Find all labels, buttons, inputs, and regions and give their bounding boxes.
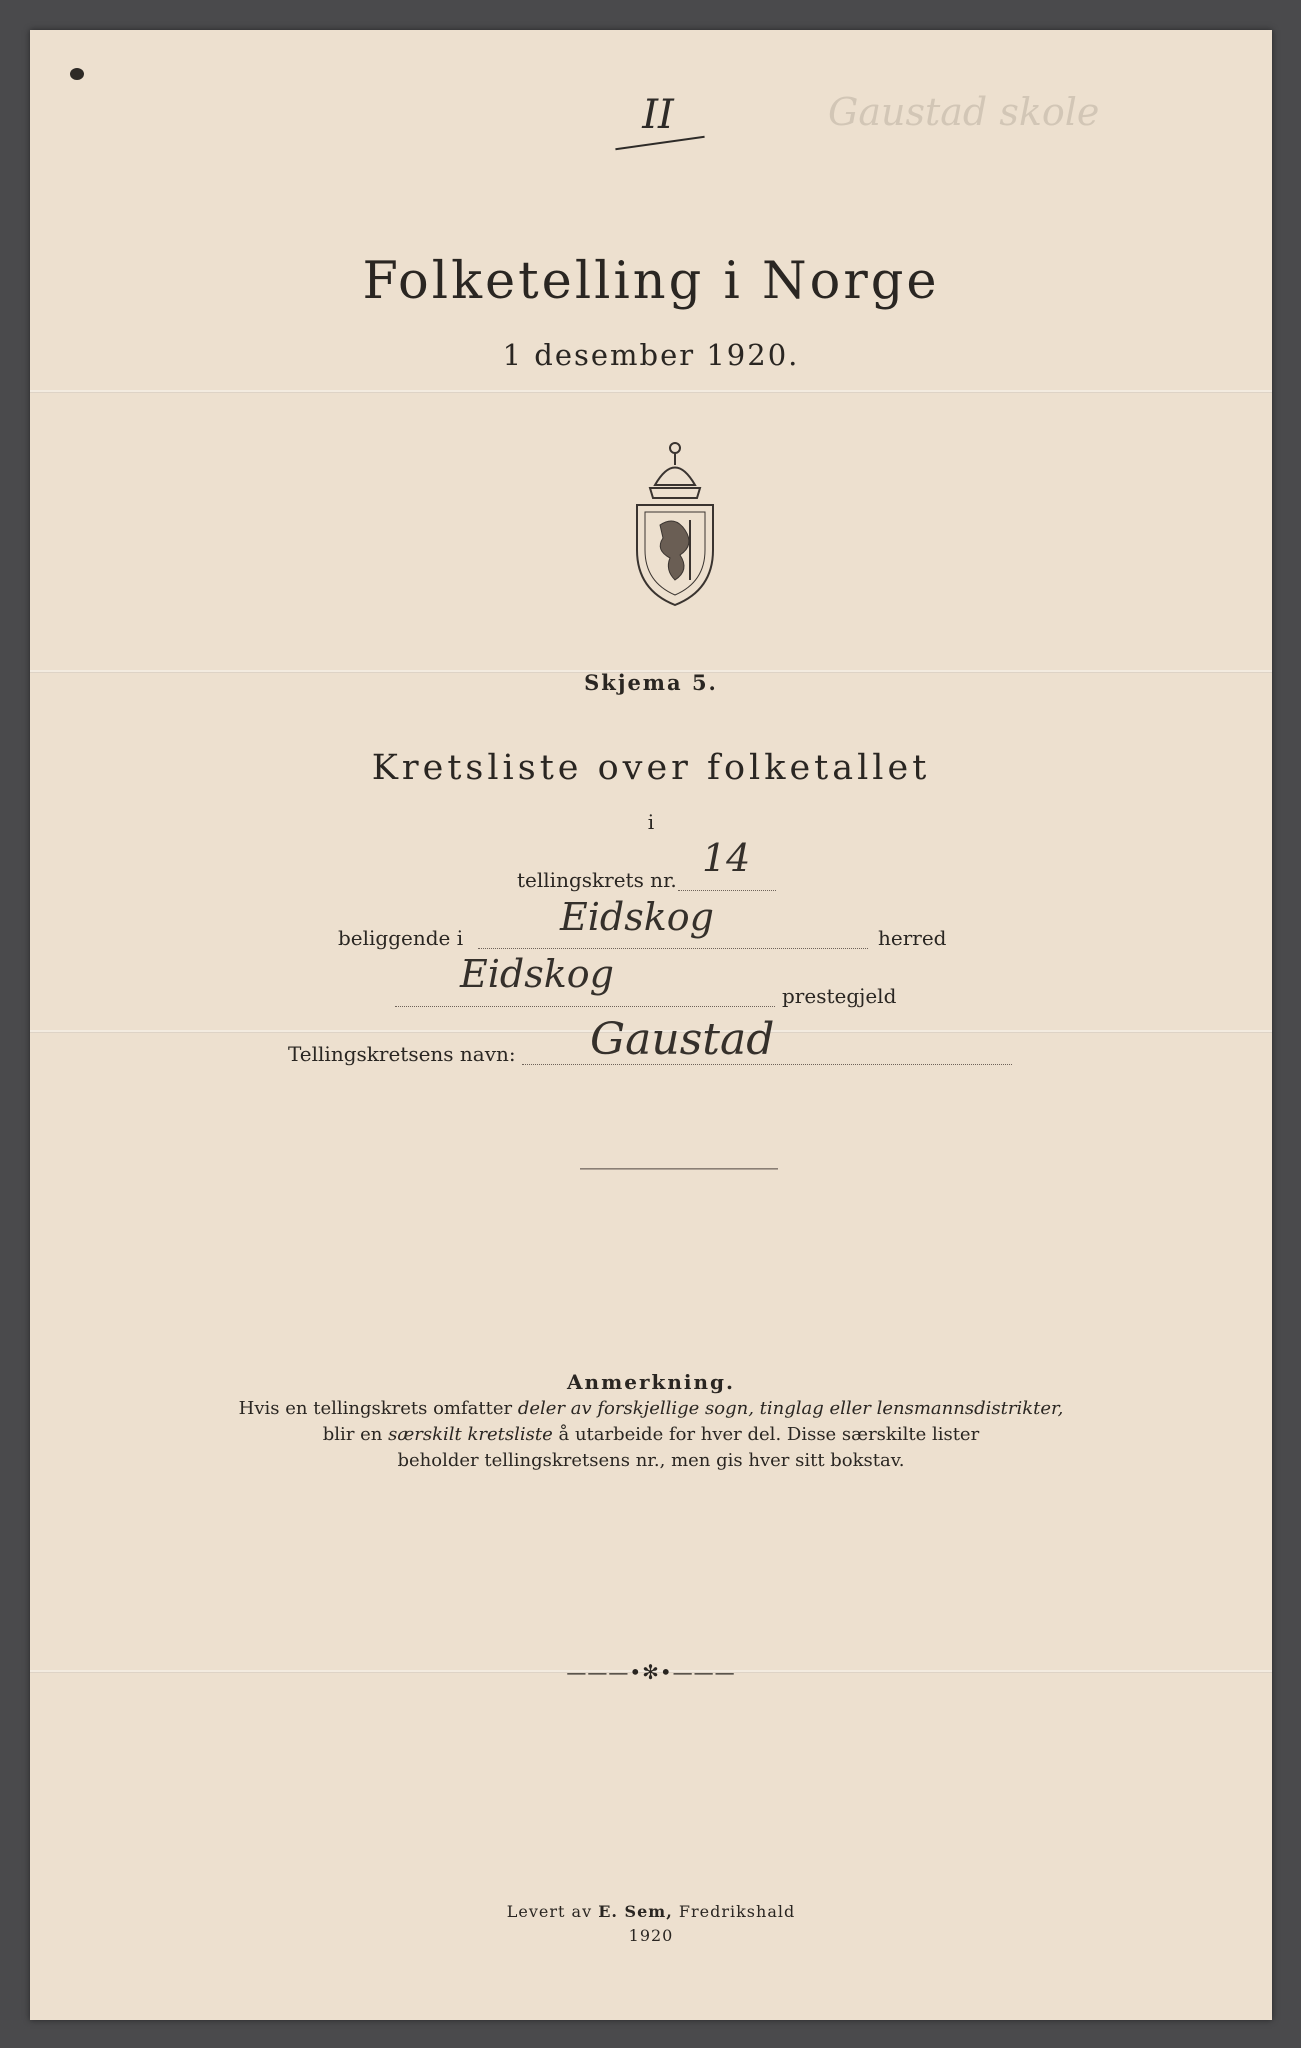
prestegjeld-handwritten: Eidskog [460,952,614,996]
paper-fold [30,390,1272,393]
note-line-1 [30,1398,1272,1419]
note-line-3: beholder tellingskretsens nr., men gis hver sitt bokstav. [397,1450,905,1471]
herred-suffix-label: herred [878,926,947,950]
ink-blot [70,68,84,80]
census-date: 1 desember 1920. [502,338,800,372]
navn-handwritten: Gaustad [590,1014,775,1065]
herred-prefix-label: beliggende i [338,926,464,950]
herred-dotline [478,948,868,949]
heading-preposition: i [647,810,655,834]
note-line-2-italic: særskilt kretsliste [388,1424,553,1445]
note-line-1-text: Hvis en tellingskrets omfatter [238,1398,518,1419]
note-line-1-italic: deler av forskjellige sogn, tinglag eller lensmannsdistrikter, [517,1398,1064,1419]
navn-label: Tellingskretsens navn: [288,1042,516,1066]
prestegjeld-dotline [395,1006,775,1007]
printer-year: 1920 [628,1926,674,1945]
printer-place: Fredrikshald [672,1902,796,1921]
form-heading: Kretsliste over folketallet [371,748,931,788]
coat-of-arms-icon [625,430,725,610]
ornament-divider: ———•✻•——— [566,1660,736,1684]
printer-line [30,1902,1272,1921]
krets-label: tellingskrets nr. [517,868,677,892]
krets-number-handwritten: 14 [702,836,751,880]
printer-name: E. Sem, [598,1902,673,1921]
schema-number: Skjema 5. [584,670,718,695]
faded-pencil-note: Gaustad skole [828,90,1100,134]
section-divider [580,1168,778,1170]
printer-prefix: Levert av [506,1902,599,1921]
note-line-2-rest: å utarbeide for hver del. Disse særskilte lister [552,1424,980,1445]
note-title: Anmerkning. [567,1370,735,1394]
prestegjeld-suffix-label: prestegjeld [782,984,897,1008]
page-title: Folketelling i Norge [362,252,940,311]
krets-dotline [678,890,776,891]
note-line-2-text: blir en [322,1424,389,1445]
roman-numeral: II [642,92,674,138]
note-line-2 [30,1424,1272,1445]
census-form-page [30,30,1272,2020]
herred-handwritten: Eidskog [560,895,714,939]
